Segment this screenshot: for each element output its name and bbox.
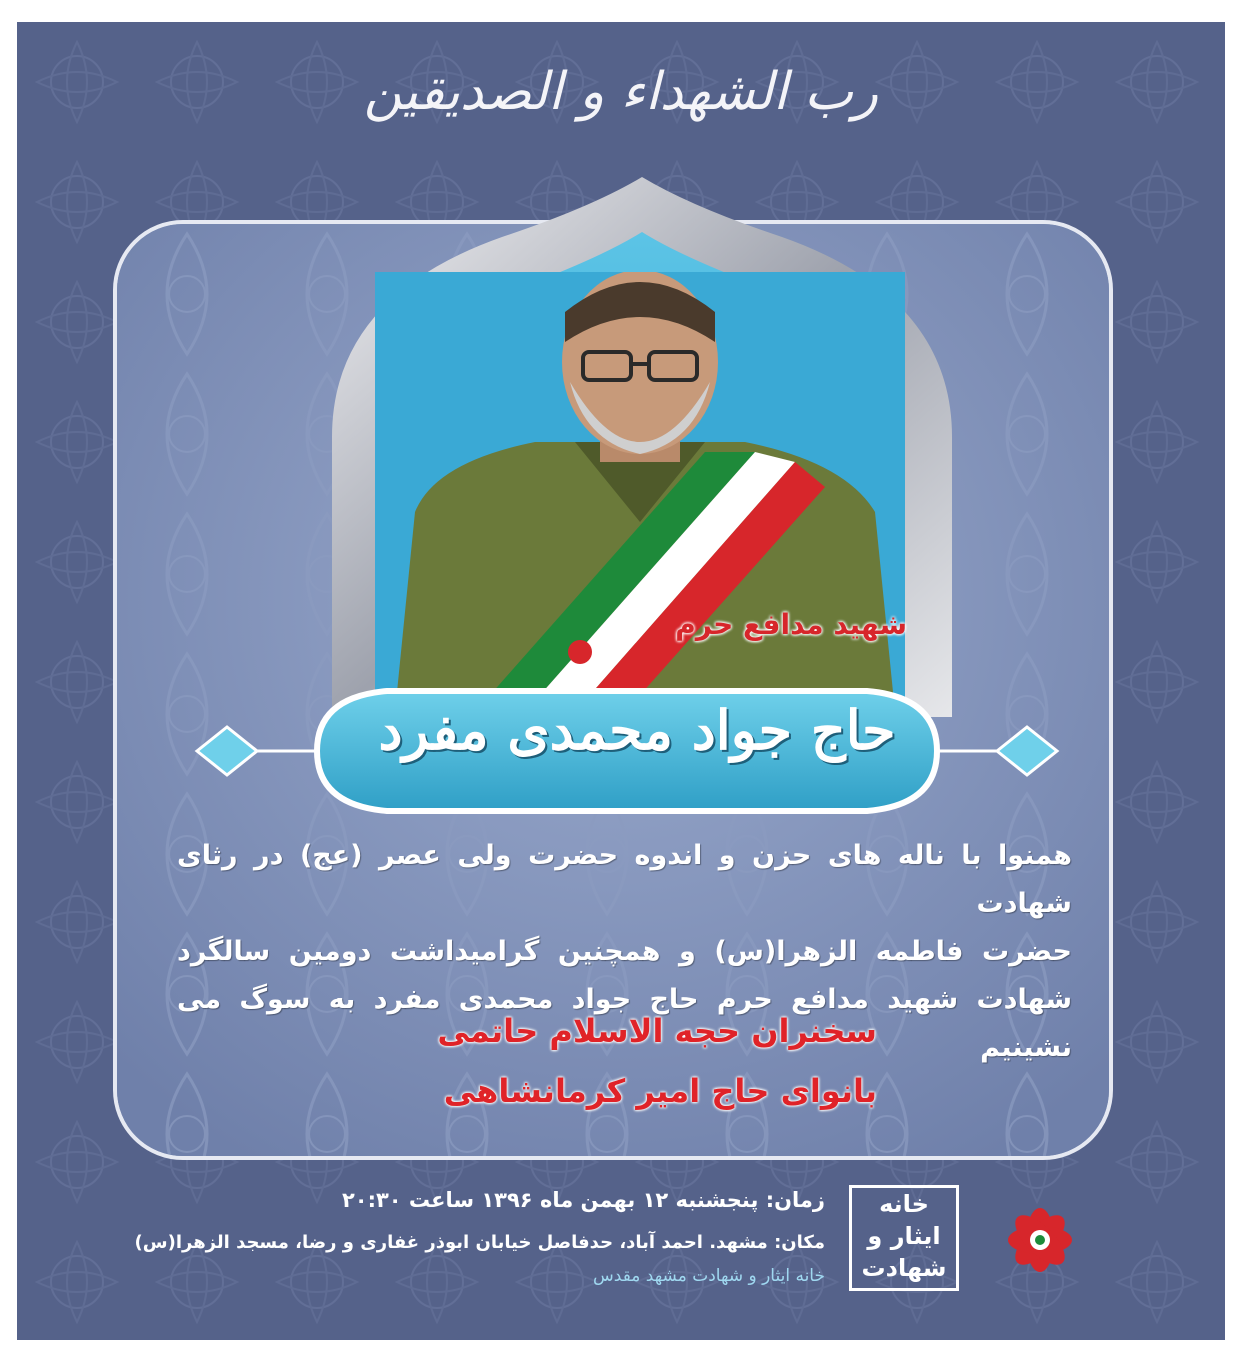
event-place: مکان: مشهد. احمد آباد، حدفاصل خیابان ابوذر غفاری و رضا، مسجد الزهرا(س) — [134, 1232, 825, 1253]
event-time: زمان: پنجشنبه ۱۲ بهمن ماه ۱۳۹۶ ساعت ۲۰:۳۰ — [341, 1188, 825, 1212]
speaker-line-2: بانوای حاج امیر کرمانشاهی — [443, 1072, 877, 1110]
flower-emblem — [985, 1184, 1095, 1296]
organizer-logo — [849, 1185, 959, 1291]
body-line: همنوا با ناله های حزن و اندوه حضرت ولی عصر (عج) در رثای شهادت — [177, 840, 1072, 919]
hero-name: حاج جواد محمدی مفرد — [378, 698, 896, 762]
logo-text: شهادت — [861, 1254, 947, 1282]
body-line: شهادت شهید مدافع حرم حاج جواد محمدی مفرد به سوگ می نشینیم — [177, 984, 1072, 1063]
portrait-image — [375, 272, 905, 712]
hero-subtitle: شهید مدافع حرم — [675, 608, 907, 641]
organizer: خانه ایثار و شهادت مشهد مقدس — [593, 1266, 825, 1286]
header-calligraphy: رب الشهداء و الصدیقین — [363, 62, 879, 122]
poster — [17, 22, 1225, 1340]
speaker-line-1: سخنران حجه الاسلام حاتمی — [437, 1012, 877, 1050]
body-line: حضرت فاطمه الزهرا(س) و همچنین گرامیداشت دومین سالگرد — [177, 936, 1072, 967]
logo-text: ایثار و — [867, 1222, 941, 1250]
logo-text: خانه — [879, 1190, 929, 1218]
